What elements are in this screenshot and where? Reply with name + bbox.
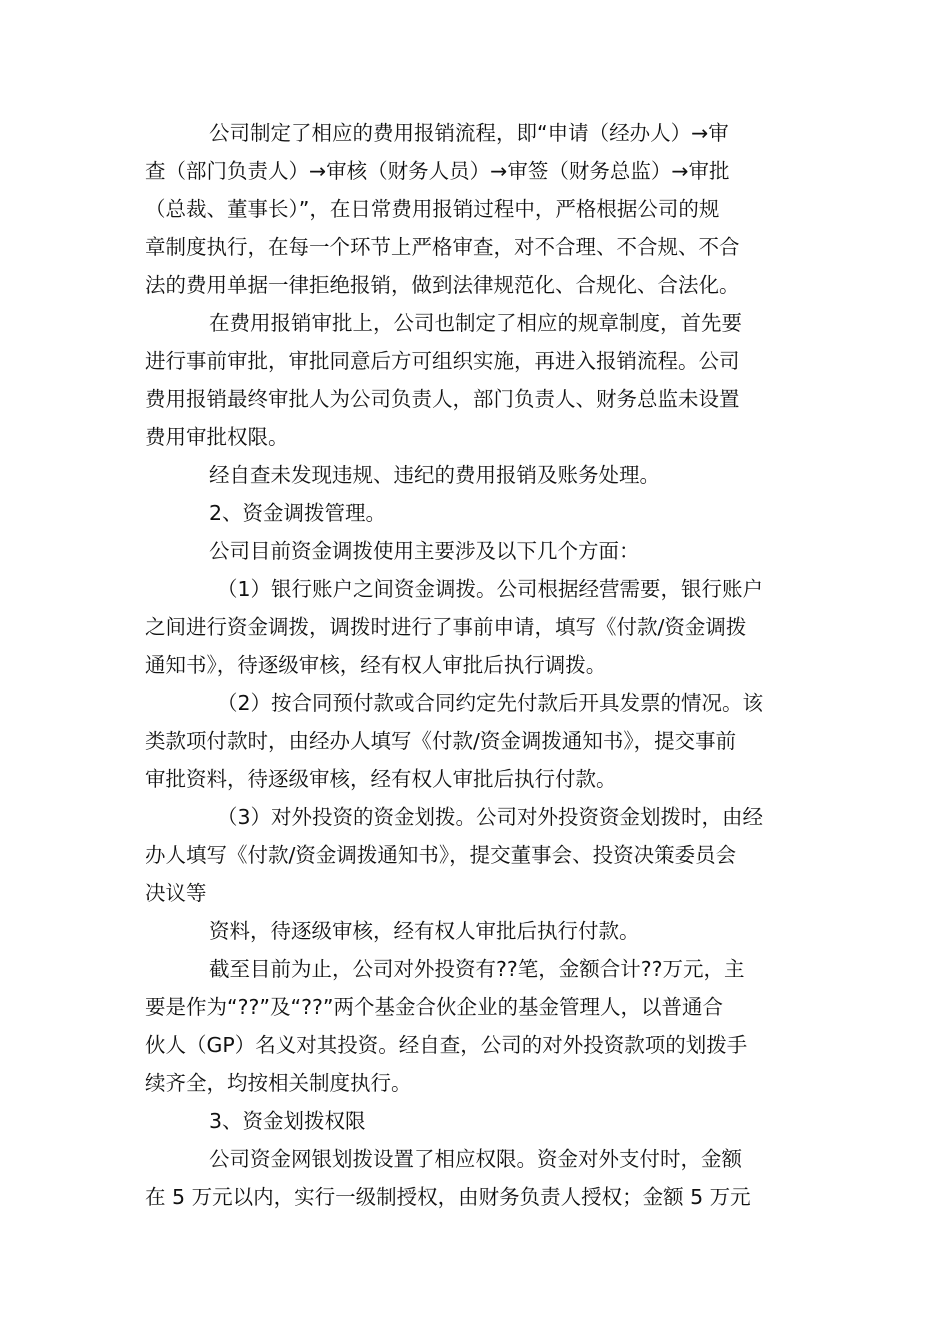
text-line: 通知书》，待逐级审核，经有权人审批后执行调拨。 [145,653,607,677]
text-line: 在 5 万元以内，实行一级制授权，由财务负责人授权；金额 5 万元 [145,1185,751,1209]
text-line: 经自查未发现违规、违纪的费用报销及账务处理。 [209,463,660,487]
text-line: 法的费用单据一律拒绝报销，做到法律规范化、合规化、合法化。 [145,273,740,297]
text-line: （1）银行账户之间资金调拨。公司根据经营需要，银行账户 [217,577,764,601]
paragraph-investment-summary [145,950,805,1102]
text-line: 费用报销最终审批人为公司负责人，部门负责人、财务总监未设置 [145,387,740,411]
text-line: 办人填写《付款/资金调拨通知书》，提交董事会、投资决策委员会 [145,843,737,867]
text-line: （总裁、董事长）”，在日常费用报销过程中，严格根据公司的规 [145,197,720,221]
text-line: 费用审批权限。 [145,425,289,449]
paragraph-authority [145,1140,805,1216]
text-line: 公司目前资金调拨使用主要涉及以下几个方面： [209,539,640,563]
text-line: 要是作为“??”及“??”两个基金合伙企业的基金管理人，以普通合 [145,995,724,1019]
text-line: 2、资金调拨管理。 [209,501,387,525]
list-item-bank-transfer [145,570,805,684]
list-item-external-investment [145,798,805,912]
document-page [145,114,805,1216]
text-line: （3）对外投资的资金划拨。公司对外投资资金划拨时，由经 [217,805,764,829]
list-item-prepayment [145,684,805,798]
text-line: 公司制定了相应的费用报销流程，即“申请（经办人）→审 [209,121,729,145]
text-line: 公司资金网银划拨设置了相应权限。资金对外支付时，金额 [209,1147,742,1171]
section-heading-fund-allocation [145,494,805,532]
paragraph-self-check [145,456,805,494]
paragraph-approval-rules [145,304,805,456]
text-line: 在费用报销审批上，公司也制定了相应的规章制度，首先要 [209,311,742,335]
text-line: 截至目前为止，公司对外投资有??笔，金额合计??万元，主 [209,957,745,981]
section-heading-allocation-authority [145,1102,805,1140]
text-line: 续齐全，均按相关制度执行。 [145,1071,412,1095]
paragraph-fund-intro [145,532,805,570]
text-line: 章制度执行，在每一个环节上严格审查，对不合理、不合规、不合 [145,235,740,259]
paragraph-investment-continued [145,912,805,950]
text-line: 3、资金划拨权限 [209,1109,366,1133]
text-line: （2）按合同预付款或合同约定先付款后开具发票的情况。该 [217,691,764,715]
text-line: 决议等 [145,881,207,905]
text-line: 伙人（GP）名义对其投资。经自查，公司的对外投资款项的划拨手 [145,1033,748,1057]
text-line: 查（部门负责人）→审核（财务人员）→审签（财务总监）→审批 [145,159,730,183]
text-line: 之间进行资金调拨，调拨时进行了事前申请，填写《付款/资金调拨 [145,615,747,639]
text-line: 类款项付款时，由经办人填写《付款/资金调拨通知书》，提交事前 [145,729,737,753]
paragraph-reimbursement-process [145,114,805,304]
text-line: 进行事前审批，审批同意后方可组织实施，再进入报销流程。公司 [145,349,740,373]
text-line: 资料，待逐级审核，经有权人审批后执行付款。 [209,919,640,943]
text-line: 审批资料，待逐级审核，经有权人审批后执行付款。 [145,767,617,791]
